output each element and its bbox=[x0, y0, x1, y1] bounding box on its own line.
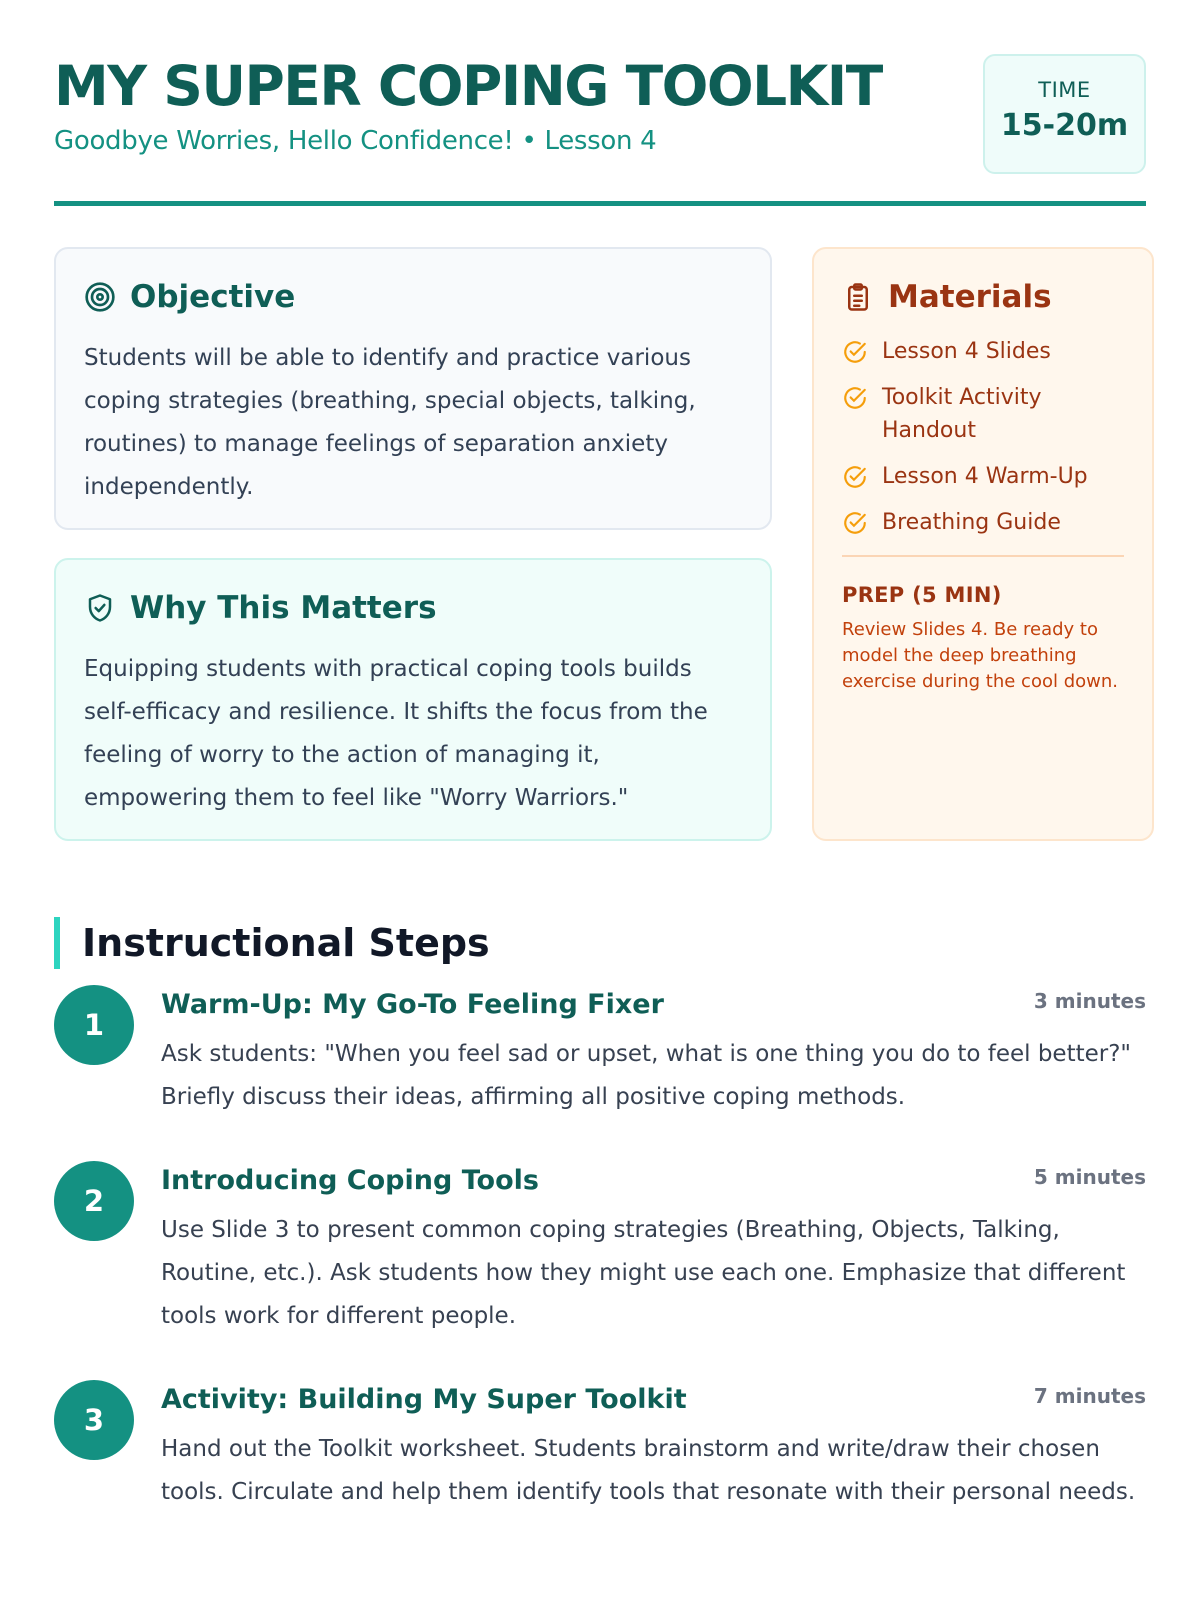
why-card bbox=[54, 558, 772, 841]
material-label: Lesson 4 Warm-Up bbox=[882, 464, 1088, 489]
list-item bbox=[842, 460, 1124, 493]
divider bbox=[842, 555, 1124, 557]
material-label: Toolkit Activity Handout bbox=[882, 385, 1042, 443]
step-duration: 7 minutes bbox=[1033, 1384, 1146, 1408]
prep-text: Review Slides 4. Be ready to model the deep breathing exercise during the cool down. bbox=[842, 619, 1118, 692]
list-item bbox=[842, 335, 1124, 368]
step-body bbox=[161, 1161, 1146, 1338]
check-circle-icon bbox=[842, 335, 870, 368]
check-circle-icon bbox=[842, 506, 870, 539]
check-circle-icon bbox=[842, 381, 870, 414]
page-title: MY SUPER COPING TOOLKIT bbox=[54, 54, 882, 118]
list-item bbox=[842, 506, 1124, 539]
materials-list bbox=[842, 335, 1124, 539]
time-box bbox=[983, 54, 1146, 174]
header bbox=[54, 0, 1146, 206]
step-body bbox=[161, 1380, 1146, 1514]
step-description: Use Slide 3 to present common coping strategies (Breathing, Objects, Talking, Routine, etc.). Ask students how they might use each one. Emphasize that different tools work for different people. bbox=[161, 1217, 1126, 1329]
why-heading-row bbox=[84, 590, 742, 626]
objective-heading: Objective bbox=[130, 279, 296, 315]
check-circle-icon bbox=[842, 460, 870, 493]
page-subtitle: Goodbye Worries, Hello Confidence! • Lesson 4 bbox=[54, 126, 657, 156]
objective-card bbox=[54, 247, 772, 530]
step-body bbox=[161, 985, 1146, 1119]
objective-heading-row bbox=[84, 279, 742, 315]
step-description: Hand out the Toolkit worksheet. Students brainstorm and write/draw their chosen tools. Circulate and help them identify tools that resonate with their personal needs. bbox=[161, 1436, 1136, 1505]
steps-heading: Instructional Steps bbox=[54, 917, 490, 969]
materials-heading: Materials bbox=[888, 279, 1052, 315]
shield-check-icon bbox=[84, 592, 116, 624]
step-title: Activity: Building My Super Toolkit bbox=[161, 1384, 687, 1415]
time-value: 15-20m bbox=[1000, 108, 1129, 143]
material-label: Breathing Guide bbox=[882, 510, 1061, 535]
step-description: Ask students: "When you feel sad or upset, what is one thing you do to feel better?" Briefly discuss their ideas, affirming all positive coping methods. bbox=[161, 1041, 1132, 1110]
step-title: Introducing Coping Tools bbox=[161, 1165, 539, 1196]
step-duration: 5 minutes bbox=[1033, 1165, 1146, 1189]
why-heading: Why This Matters bbox=[130, 590, 437, 626]
step-duration: 3 minutes bbox=[1033, 989, 1146, 1013]
list-item bbox=[842, 381, 1124, 447]
step-number-badge: 3 bbox=[54, 1380, 134, 1460]
step-number-badge: 2 bbox=[54, 1161, 134, 1241]
step-title: Warm-Up: My Go-To Feeling Fixer bbox=[161, 989, 664, 1020]
step-number-badge: 1 bbox=[54, 985, 134, 1065]
target-icon bbox=[84, 281, 116, 313]
clipboard-list-icon bbox=[842, 281, 874, 313]
objective-text: Students will be able to identify and practice various coping strategies (breathing, special objects, talking, routines) to manage feelings of separation anxiety independently. bbox=[84, 345, 696, 500]
materials-card bbox=[812, 247, 1154, 841]
prep-title: PREP (5 MIN) bbox=[842, 583, 1002, 607]
material-label: Lesson 4 Slides bbox=[882, 339, 1051, 364]
materials-heading-row bbox=[842, 279, 1124, 315]
time-label: TIME bbox=[1038, 78, 1091, 102]
why-text: Equipping students with practical coping tools builds self-efficacy and resilience. It shifts the focus from the feeling of worry to the action of managing it, empowering them to feel like "Worry Warriors." bbox=[84, 656, 708, 811]
